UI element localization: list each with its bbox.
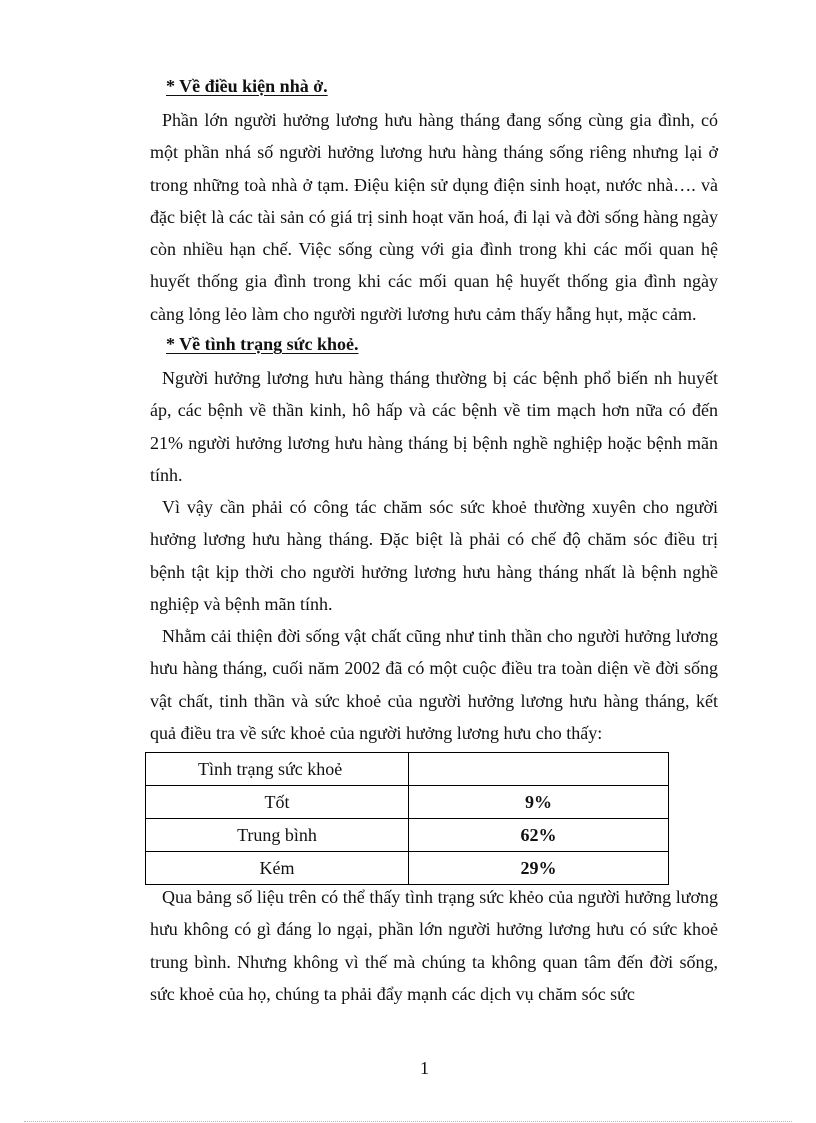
table-header-cell: Tình trạng sức khoẻ xyxy=(146,753,409,786)
table-header-row xyxy=(146,753,669,786)
section-heading-health: * Về tình trạng sức khoẻ. xyxy=(166,334,359,354)
health-status-table xyxy=(145,752,669,885)
table-cell-status: Trung bình xyxy=(146,819,409,852)
table-cell-status: Kém xyxy=(146,852,409,885)
table-row xyxy=(146,786,669,819)
section-heading-housing: * Về điều kiện nhà ở. xyxy=(166,76,328,96)
table-header-cell xyxy=(409,753,669,786)
paragraph-common-diseases: Người hưởng lương hưu hàng tháng thường bị các bệnh phổ biến nh huyết áp, các bệnh về thần kinh, hô hấp và các bệnh về tim mạch hơn nữa có đến 21% người hưởng lương hưu hàng tháng bị bệnh nghề nghiệp hoặc bệnh mãn tính. xyxy=(150,368,718,485)
table-cell-percent: 62% xyxy=(409,819,669,852)
page-number: 1 xyxy=(420,1058,429,1078)
table-row xyxy=(146,852,669,885)
table-cell-percent: 9% xyxy=(409,786,669,819)
table-cell-percent: 29% xyxy=(409,852,669,885)
paragraph-survey: Nhằm cải thiện đời sống vật chất cũng như tinh thần cho người hưởng lương hưu hàng tháng, cuối năm 2002 đã có một cuộc điều tra toàn diện về đời sống vật chất, tinh thần và sức khoẻ của người hưởng lương hưu hàng tháng, kết quả điều tra về sức khoẻ của người hưởng lương hưu cho thấy: xyxy=(150,626,718,743)
paragraph-health-care: Vì vậy cần phải có công tác chăm sóc sức khoẻ thường xuyên cho người hưởng lương hưu hàng tháng. Đặc biệt là phải có chế độ chăm sóc điều trị bệnh tật kịp thời cho người hưởng lương hưu hàng tháng nhất là bệnh nghề nghiệp và bệnh mãn tính. xyxy=(150,497,718,614)
paragraph-housing: Phần lớn người hưởng lương hưu hàng tháng đang sống cùng gia đình, có một phần nhá số người hưởng lương hưu hàng tháng sống riêng nhưng lại ở trong những toà nhà ở tạm. Điệu kiện sử dụng điện sinh hoạt, nước nhà…. và đặc biệt là các tài sản có giá trị sinh hoạt văn hoá, đi lại và đời sống hàng ngày còn nhiều hạn chế. Việc sống cùng với gia đình trong khi các mối quan hệ huyết thống gia đình trong khi các mối quan hệ huyết thống gia đình ngày càng lỏng lẻo làm cho người người lương hưu cảm thấy hẫng hụt, mặc cảm. xyxy=(150,110,718,324)
page-bottom-divider xyxy=(24,1121,792,1122)
table-cell-status: Tốt xyxy=(146,786,409,819)
table-row xyxy=(146,819,669,852)
paragraph-conclusion: Qua bảng số liệu trên có thể thấy tình trạng sức khẻo của người hưởng lương hưu không có gì đáng lo ngại, phần lớn người hưởng lương hưu có sức khoẻ trung bình. Nhưng không vì thế mà chúng ta không quan tâm đến đời sống, sức khoẻ của họ, chúng ta phải đẩy mạnh các dịch vụ chăm sóc sức xyxy=(150,887,718,1004)
